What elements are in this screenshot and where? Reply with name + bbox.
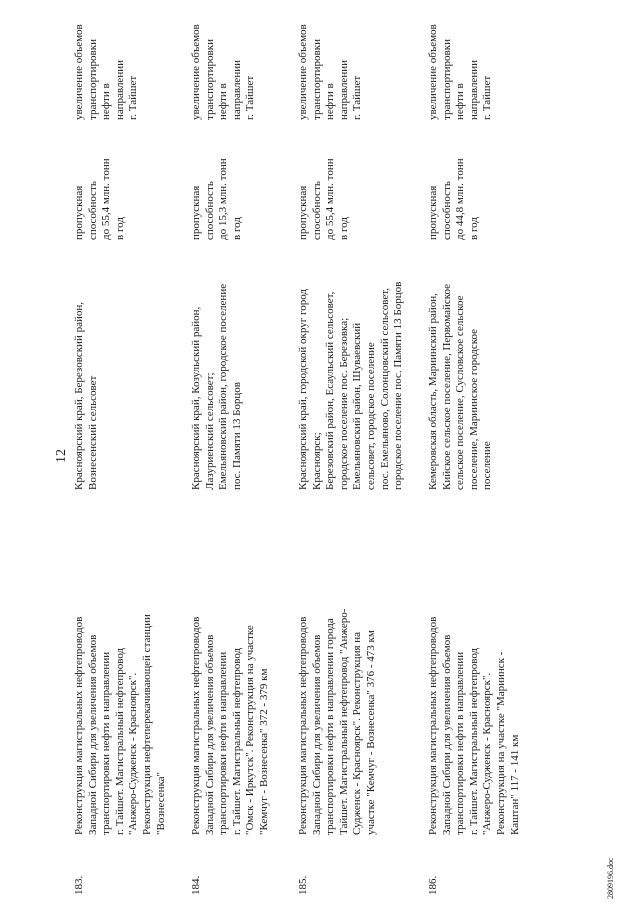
object-name — [190, 617, 272, 835]
text-line: Реконструкция магистральных нефтепроводов — [73, 616, 85, 835]
text-line: Красноярск; — [310, 432, 323, 490]
text-line: г. Тайшет. Магистральный нефтепровод — [230, 647, 243, 835]
text-line: поселение, Мариинское городское — [467, 328, 480, 490]
text-line: Реконструкция магистральных нефтепроводов — [427, 616, 439, 835]
text-line: транспортировки — [203, 39, 216, 120]
text-line: Емельяновский район, Шуваевский — [351, 322, 364, 490]
text-line: направлении — [467, 60, 480, 120]
text-line: Каштан" 117 - 141 км — [508, 734, 521, 835]
text-line: Западной Сибири для увеличения объемов — [203, 634, 216, 835]
text-line: сельсовет, городское поселение — [364, 342, 377, 490]
text-line: Кемеровская область, Мариинский район, — [427, 293, 439, 490]
text-line: увеличение объемов — [190, 24, 202, 120]
text-line: увеличение объемов — [427, 24, 439, 120]
text-line: Судженск - Красноярск". Реконструкция на — [351, 631, 364, 835]
text-line: способность — [86, 181, 99, 240]
object-capacity — [73, 158, 127, 240]
text-line: "Омск - Иркутск". Реконструкция на участке — [244, 625, 257, 835]
row-number: 186. — [427, 875, 439, 895]
object-capacity — [427, 158, 481, 240]
text-line: направлении — [337, 60, 350, 120]
object-purpose — [297, 24, 365, 120]
text-line: Лазуриенский сельсовет; — [203, 372, 216, 490]
text-line: транспортировки — [310, 39, 323, 120]
page-number: 12 — [54, 449, 69, 463]
text-line: Реконструкция нефтеперекачивающей станции — [140, 614, 153, 835]
text-line: до 55,4 млн. тонн — [324, 158, 337, 240]
text-line: до 55,4 млн. тонн — [100, 158, 113, 240]
text-line: "Анжеро-Судженск - Красноярск". — [127, 672, 140, 835]
text-line: транспортировки нефти в направлении — [100, 651, 113, 835]
text-line: направлении — [230, 60, 243, 120]
text-line: Западной Сибири для увеличения объемов — [310, 634, 323, 835]
object-location — [427, 284, 495, 490]
text-line: нефти в — [454, 83, 467, 120]
row-number: 183. — [73, 875, 85, 895]
text-line: Красноярский край, Козульский район, — [190, 306, 202, 490]
text-line: нефти в — [324, 83, 337, 120]
text-line: в год — [113, 217, 126, 240]
text-line: Тайшет. Магистральный нефтепровод "Анжеро- — [337, 608, 350, 835]
text-line: г. Тайшет. Магистральный нефтепровод — [113, 647, 126, 835]
text-line: транспортировки нефти в направлении — [454, 651, 467, 835]
text-line: до 15,3 млн. тонн — [217, 158, 230, 240]
text-line: Вознесенский сельсовет — [86, 375, 99, 490]
text-line: в год — [337, 217, 350, 240]
text-line: городское поселение пос. Березовка; — [337, 317, 350, 490]
text-line: нефти в — [100, 83, 113, 120]
text-line: пос. Памяти 13 Борцов — [230, 382, 243, 490]
text-line: Березовский район, Есаульский сельсовет, — [324, 291, 337, 490]
text-line: Красноярский край, Березовский район, — [73, 302, 85, 490]
text-line: увеличение объемов — [297, 24, 309, 120]
object-location — [297, 282, 406, 490]
text-line: пропускная — [73, 185, 85, 240]
text-line: Красноярский край, городской округ город — [297, 288, 309, 490]
row-number: 185. — [297, 875, 309, 895]
text-line: направлении — [113, 60, 126, 120]
object-purpose — [73, 24, 141, 120]
text-line: г. Тайшет — [351, 75, 364, 120]
object-location — [190, 284, 244, 490]
text-line: Западной Сибири для увеличения объемов — [86, 634, 99, 835]
text-line: пос. Емельяново, Солонцовский сельсовет, — [378, 287, 391, 490]
object-name — [297, 609, 379, 835]
text-line: Реконструкция магистральных нефтепроводов — [190, 616, 202, 835]
text-line: транспортировки нефти в направлении — [217, 651, 230, 835]
footer-doc-code: 2809196.doc — [606, 857, 615, 899]
text-line: нефти в — [217, 83, 230, 120]
text-line: г. Тайшет — [481, 75, 494, 120]
text-line: г. Тайшет — [244, 75, 257, 120]
row-number: 184. — [190, 875, 202, 895]
text-line: транспортировки нефти в направлении города — [324, 618, 337, 835]
text-line: "Анжеро-Судженск - Красноярск". — [481, 672, 494, 835]
object-capacity — [190, 158, 244, 240]
text-line: пропускная — [190, 185, 202, 240]
text-line: "Вознесенка" — [154, 771, 167, 835]
object-purpose — [427, 24, 495, 120]
text-line: пропускная — [297, 185, 309, 240]
object-name — [427, 617, 522, 835]
text-line: увеличение объемов — [73, 24, 85, 120]
text-line: пропускная — [427, 185, 439, 240]
text-line: г. Тайшет — [127, 75, 140, 120]
object-name — [73, 614, 168, 835]
text-line: "Кемчуг - Вознесенка" 372 - 379 км — [257, 668, 270, 835]
object-capacity — [297, 158, 351, 240]
text-line: Западной Сибири для увеличения объемов — [440, 634, 453, 835]
text-line: г. Тайшет. Магистральный нефтепровод — [467, 647, 480, 835]
text-line: в год — [230, 217, 243, 240]
text-line: городское поселение пос. Памяти 13 Борцов — [392, 281, 405, 490]
text-line: до 44,8 млн. тонн — [454, 158, 467, 240]
object-purpose — [190, 24, 258, 120]
text-line: транспортировки — [86, 39, 99, 120]
text-line: способность — [440, 181, 453, 240]
text-line: в год — [467, 217, 480, 240]
text-line: Кийское сельское поселение, Первомайское — [440, 283, 453, 490]
text-line: поселение — [481, 441, 494, 490]
text-line: Реконструкция магистральных нефтепроводов — [297, 616, 309, 835]
text-line: сельское поселение, Сусловское сельское — [454, 295, 467, 490]
object-location — [73, 302, 100, 490]
text-line: транспортировки — [440, 39, 453, 120]
text-line: способность — [310, 181, 323, 240]
text-line: способность — [203, 181, 216, 240]
text-line: участке "Кемчуг - Вознесенка" 376 - 473 км — [364, 630, 377, 835]
text-line: Емельяновский район, городское поселение — [217, 283, 230, 490]
text-line: Реконструкция на участке "Мариинск - — [494, 651, 507, 835]
